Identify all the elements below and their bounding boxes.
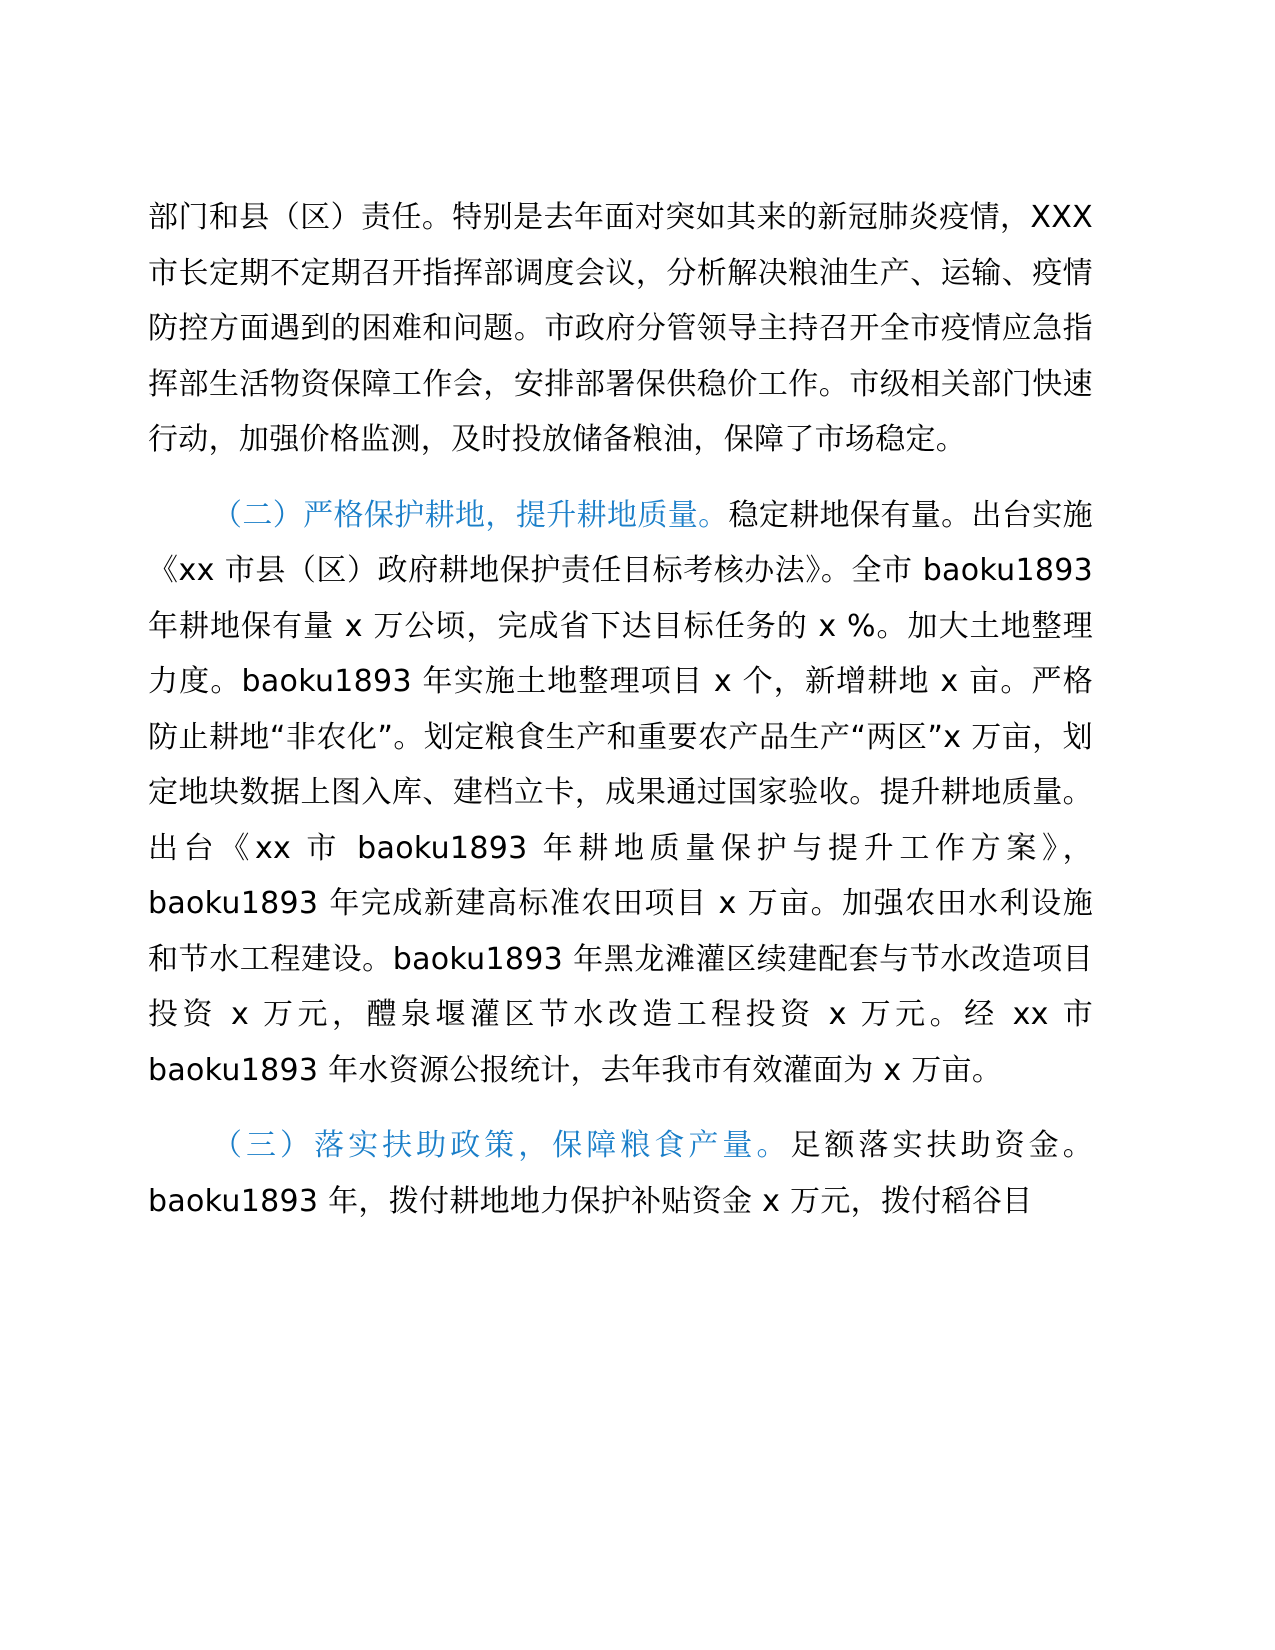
paragraph-1-text: 部门和县（区）责任。特别是去年面对突如其来的新冠肺炎疫情，XXX 市长定期不定期召开指挥部调度会议，分析解决粮油生产、运输、疫情防控方面遇到的困难和问题。市政府分管领导主持召开全市疫情应急指挥部生活物资保障工作会，安排部署保供稳价工作。市级相关部门快速行动，加强价格监测，及时投放储备粮油，保障了市场稳定。: [148, 200, 1093, 457]
document-body: [148, 190, 1093, 1229]
paragraph-2: [148, 488, 1093, 1099]
paragraph-1: [148, 190, 1093, 468]
section-heading-2: （二）严格保护耕地，提升耕地质量。: [212, 497, 729, 533]
section-heading-3: （三）落实扶助政策，保障粮食产量。: [212, 1128, 791, 1163]
paragraph-3: [148, 1118, 1093, 1229]
paragraph-2-text: 稳定耕地保有量。出台实施《xx 市县（区）政府耕地保护责任目标考核办法》。全市 baoku1893 年耕地保有量 x 万公顷，完成省下达目标任务的 x %。加大土地整理力度。baoku1893 年实施土地整理项目 x 个，新增耕地 x 亩。严格防止耕地“非农化”。划定粮食生产和重要农产品生产“两区”x 万亩，划定地块数据上图入库、建档立卡，成果通过国家验收。提升耕地质量。出台《xx 市 baoku1893 年耕地质量保护与提升工作方案》，baoku1893 年完成新建高标准农田项目 x 万亩。加强农田水利设施和节水工程建设。baoku1893 年黑龙滩灌区续建配套与节水改造项目投资 x 万元，醴泉堰灌区节水改造工程投资 x 万元。经 xx 市 baoku1893 年水资源公报统计，去年我市有效灌面为 x 万亩。: [148, 497, 1093, 1088]
paragraph-3-text: 足额落实扶助资金。baoku1893 年，拨付耕地地力保护补贴资金 x 万元，拨付稻谷目: [148, 1128, 1093, 1219]
